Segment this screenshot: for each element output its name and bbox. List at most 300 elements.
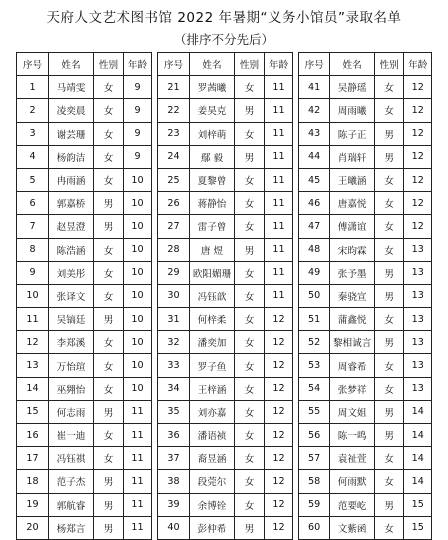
cell-age: 10 xyxy=(124,308,152,331)
cell-number: 11 xyxy=(17,308,49,331)
cell-age: 11 xyxy=(265,238,293,261)
cell-gender: 女 xyxy=(235,424,265,447)
table-row xyxy=(299,447,432,470)
cell-name: 郭嘉桥 xyxy=(49,192,94,215)
cell-number: 13 xyxy=(17,354,49,377)
roster-table-3 xyxy=(298,52,432,540)
cell-gender: 女 xyxy=(374,168,403,191)
cell-age: 13 xyxy=(404,261,432,284)
cell-gender: 女 xyxy=(374,447,403,470)
cell-gender: 女 xyxy=(94,284,124,307)
table-row xyxy=(158,122,293,145)
cell-age: 11 xyxy=(265,261,293,284)
table-row xyxy=(158,308,293,331)
table-row xyxy=(299,400,432,423)
cell-gender: 女 xyxy=(235,284,265,307)
table-row xyxy=(17,470,152,493)
cell-age: 13 xyxy=(404,354,432,377)
cell-name: 肖瑞轩 xyxy=(330,145,375,168)
cell-age: 10 xyxy=(124,261,152,284)
cell-age: 12 xyxy=(265,447,293,470)
cell-name: 周雨曦 xyxy=(330,99,375,122)
cell-age: 10 xyxy=(124,192,152,215)
table-row xyxy=(299,308,432,331)
cell-name: 何雨默 xyxy=(330,470,375,493)
cell-name: 冯钰歆 xyxy=(190,284,235,307)
cell-name: 何志雨 xyxy=(49,400,94,423)
cell-gender: 女 xyxy=(374,516,403,539)
cell-age: 11 xyxy=(265,122,293,145)
table-row xyxy=(299,122,432,145)
cell-gender: 女 xyxy=(94,331,124,354)
cell-number: 1 xyxy=(17,76,49,99)
table-row xyxy=(17,99,152,122)
cell-name: 陈子正 xyxy=(330,122,375,145)
header-name: 姓名 xyxy=(330,53,375,76)
table-row xyxy=(17,122,152,145)
cell-name: 裔昱涵 xyxy=(190,447,235,470)
cell-name: 鄢 毅 xyxy=(190,145,235,168)
cell-age: 12 xyxy=(404,215,432,238)
cell-gender: 女 xyxy=(235,192,265,215)
table-row xyxy=(158,493,293,516)
cell-name: 欧阳媚珊 xyxy=(190,261,235,284)
cell-name: 罗茜曦 xyxy=(190,76,235,99)
cell-name: 傅潇谊 xyxy=(330,215,375,238)
cell-gender: 女 xyxy=(235,76,265,99)
table-row xyxy=(299,331,432,354)
table-row xyxy=(17,145,152,168)
header-gender: 性别 xyxy=(374,53,403,76)
cell-gender: 女 xyxy=(94,424,124,447)
roster-tables xyxy=(16,52,432,535)
cell-gender: 女 xyxy=(235,215,265,238)
cell-gender: 女 xyxy=(235,354,265,377)
cell-age: 11 xyxy=(124,424,152,447)
cell-name: 周文姐 xyxy=(330,400,375,423)
table-row xyxy=(17,168,152,191)
cell-gender: 女 xyxy=(374,354,403,377)
cell-number: 39 xyxy=(158,493,190,516)
cell-gender: 女 xyxy=(94,122,124,145)
cell-age: 12 xyxy=(404,99,432,122)
roster-table-2 xyxy=(157,52,293,540)
cell-gender: 女 xyxy=(94,76,124,99)
cell-gender: 男 xyxy=(374,424,403,447)
cell-name: 刘梓萌 xyxy=(190,122,235,145)
cell-age: 12 xyxy=(404,76,432,99)
cell-name: 冉雨涵 xyxy=(49,168,94,191)
cell-name: 谢芸珊 xyxy=(49,122,94,145)
cell-age: 14 xyxy=(404,424,432,447)
cell-number: 37 xyxy=(158,447,190,470)
cell-gender: 女 xyxy=(94,168,124,191)
cell-name: 王曦涵 xyxy=(330,168,375,191)
cell-name: 吴镐廷 xyxy=(49,308,94,331)
cell-number: 33 xyxy=(158,354,190,377)
cell-number: 10 xyxy=(17,284,49,307)
cell-name: 崔一迪 xyxy=(49,424,94,447)
cell-name: 袁祉萱 xyxy=(330,447,375,470)
table-row xyxy=(158,215,293,238)
cell-age: 12 xyxy=(265,377,293,400)
cell-age: 14 xyxy=(404,447,432,470)
cell-name: 文紫函 xyxy=(330,516,375,539)
cell-number: 15 xyxy=(17,400,49,423)
table-row xyxy=(299,493,432,516)
cell-name: 刘亦嘉 xyxy=(190,400,235,423)
cell-number: 25 xyxy=(158,168,190,191)
table-row xyxy=(17,516,152,539)
cell-number: 35 xyxy=(158,400,190,423)
table-row xyxy=(17,377,152,400)
cell-number: 60 xyxy=(299,516,330,539)
cell-number: 24 xyxy=(158,145,190,168)
table-row xyxy=(299,284,432,307)
cell-number: 46 xyxy=(299,192,330,215)
cell-number: 8 xyxy=(17,238,49,261)
cell-age: 11 xyxy=(265,192,293,215)
cell-age: 10 xyxy=(124,215,152,238)
cell-age: 13 xyxy=(404,377,432,400)
cell-number: 6 xyxy=(17,192,49,215)
cell-number: 49 xyxy=(299,261,330,284)
cell-number: 40 xyxy=(158,516,190,539)
header-name: 姓名 xyxy=(49,53,94,76)
cell-age: 11 xyxy=(265,215,293,238)
cell-age: 12 xyxy=(265,354,293,377)
cell-name: 张译文 xyxy=(49,284,94,307)
cell-gender: 女 xyxy=(235,308,265,331)
cell-name: 杨郑言 xyxy=(49,516,94,539)
cell-number: 47 xyxy=(299,215,330,238)
table-row xyxy=(17,331,152,354)
cell-age: 12 xyxy=(404,145,432,168)
table-row xyxy=(299,424,432,447)
table-header-row xyxy=(299,53,432,76)
cell-gender: 女 xyxy=(94,145,124,168)
table-row xyxy=(158,76,293,99)
cell-age: 9 xyxy=(124,122,152,145)
cell-age: 12 xyxy=(404,168,432,191)
cell-name: 彭仲希 xyxy=(190,516,235,539)
table-row xyxy=(17,308,152,331)
cell-number: 55 xyxy=(299,400,330,423)
cell-number: 28 xyxy=(158,238,190,261)
table-row xyxy=(158,354,293,377)
cell-gender: 女 xyxy=(374,377,403,400)
cell-gender: 女 xyxy=(235,400,265,423)
table-row xyxy=(299,470,432,493)
cell-number: 32 xyxy=(158,331,190,354)
cell-gender: 女 xyxy=(374,238,403,261)
cell-gender: 男 xyxy=(94,400,124,423)
table-row xyxy=(158,331,293,354)
cell-age: 11 xyxy=(265,76,293,99)
cell-number: 43 xyxy=(299,122,330,145)
cell-gender: 男 xyxy=(94,192,124,215)
cell-age: 9 xyxy=(124,76,152,99)
cell-number: 14 xyxy=(17,377,49,400)
cell-age: 12 xyxy=(265,493,293,516)
cell-gender: 女 xyxy=(374,99,403,122)
cell-gender: 男 xyxy=(235,516,265,539)
cell-name: 王梓涵 xyxy=(190,377,235,400)
page-subtitle: （排序不分先后） xyxy=(173,32,274,47)
cell-name: 黎相诚言 xyxy=(330,331,375,354)
cell-age: 9 xyxy=(124,99,152,122)
table-header-row xyxy=(158,53,293,76)
cell-number: 38 xyxy=(158,470,190,493)
table-row xyxy=(158,284,293,307)
cell-gender: 女 xyxy=(94,238,124,261)
cell-name: 罗子鱼 xyxy=(190,354,235,377)
cell-name: 范要屹 xyxy=(330,493,375,516)
cell-gender: 男 xyxy=(94,215,124,238)
cell-name: 杨韵洁 xyxy=(49,145,94,168)
cell-number: 54 xyxy=(299,377,330,400)
cell-number: 4 xyxy=(17,145,49,168)
table-row xyxy=(17,238,152,261)
cell-number: 19 xyxy=(17,493,49,516)
cell-number: 59 xyxy=(299,493,330,516)
cell-number: 50 xyxy=(299,284,330,307)
table-row xyxy=(299,99,432,122)
table-row xyxy=(299,168,432,191)
cell-name: 唐 煜 xyxy=(190,238,235,261)
cell-age: 12 xyxy=(404,192,432,215)
table-row xyxy=(299,76,432,99)
table-row xyxy=(17,447,152,470)
table-row xyxy=(299,354,432,377)
cell-age: 13 xyxy=(404,284,432,307)
cell-number: 51 xyxy=(299,308,330,331)
cell-age: 10 xyxy=(124,331,152,354)
table-row xyxy=(158,261,293,284)
cell-age: 15 xyxy=(404,516,432,539)
cell-age: 11 xyxy=(124,516,152,539)
cell-number: 12 xyxy=(17,331,49,354)
cell-name: 何梓柔 xyxy=(190,308,235,331)
table-row xyxy=(299,516,432,539)
cell-number: 45 xyxy=(299,168,330,191)
cell-name: 陈浩涵 xyxy=(49,238,94,261)
cell-number: 2 xyxy=(17,99,49,122)
cell-gender: 男 xyxy=(374,122,403,145)
cell-gender: 女 xyxy=(235,168,265,191)
cell-name: 赵昱澄 xyxy=(49,215,94,238)
cell-age: 13 xyxy=(404,238,432,261)
header-number: 序号 xyxy=(17,53,49,76)
cell-gender: 男 xyxy=(235,238,265,261)
cell-age: 10 xyxy=(124,238,152,261)
cell-age: 10 xyxy=(124,284,152,307)
table-row xyxy=(17,76,152,99)
cell-number: 56 xyxy=(299,424,330,447)
cell-number: 30 xyxy=(158,284,190,307)
cell-gender: 男 xyxy=(235,145,265,168)
cell-number: 23 xyxy=(158,122,190,145)
cell-number: 48 xyxy=(299,238,330,261)
cell-gender: 女 xyxy=(374,76,403,99)
cell-age: 10 xyxy=(124,354,152,377)
cell-number: 18 xyxy=(17,470,49,493)
cell-number: 21 xyxy=(158,76,190,99)
cell-age: 9 xyxy=(124,145,152,168)
cell-age: 13 xyxy=(404,308,432,331)
cell-gender: 女 xyxy=(235,122,265,145)
cell-gender: 男 xyxy=(94,470,124,493)
cell-gender: 男 xyxy=(374,145,403,168)
cell-number: 20 xyxy=(17,516,49,539)
table-header-row xyxy=(17,53,152,76)
cell-number: 17 xyxy=(17,447,49,470)
cell-name: 冯钰祺 xyxy=(49,447,94,470)
cell-gender: 男 xyxy=(94,516,124,539)
cell-number: 58 xyxy=(299,470,330,493)
table-row xyxy=(158,424,293,447)
roster-table-1 xyxy=(16,52,152,540)
table-row xyxy=(158,145,293,168)
cell-age: 11 xyxy=(265,168,293,191)
cell-number: 31 xyxy=(158,308,190,331)
cell-gender: 女 xyxy=(374,308,403,331)
cell-name: 马靖雯 xyxy=(49,76,94,99)
cell-gender: 女 xyxy=(94,354,124,377)
table-row xyxy=(17,354,152,377)
cell-gender: 男 xyxy=(374,400,403,423)
table-row xyxy=(299,261,432,284)
cell-number: 22 xyxy=(158,99,190,122)
cell-name: 余博铨 xyxy=(190,493,235,516)
cell-age: 11 xyxy=(124,493,152,516)
cell-name: 范子杰 xyxy=(49,470,94,493)
cell-age: 15 xyxy=(404,493,432,516)
cell-name: 吴静瑶 xyxy=(330,76,375,99)
cell-age: 12 xyxy=(265,424,293,447)
cell-age: 12 xyxy=(265,400,293,423)
cell-number: 29 xyxy=(158,261,190,284)
table-row xyxy=(158,516,293,539)
table-row xyxy=(17,192,152,215)
cell-gender: 男 xyxy=(374,284,403,307)
cell-gender: 女 xyxy=(235,261,265,284)
cell-number: 9 xyxy=(17,261,49,284)
cell-gender: 女 xyxy=(235,470,265,493)
table-row xyxy=(17,424,152,447)
cell-name: 夏黎曾 xyxy=(190,168,235,191)
cell-gender: 女 xyxy=(374,215,403,238)
cell-name: 万怡瑄 xyxy=(49,354,94,377)
cell-name: 凌奕晨 xyxy=(49,99,94,122)
cell-gender: 女 xyxy=(94,99,124,122)
cell-name: 秦骁宣 xyxy=(330,284,375,307)
cell-number: 34 xyxy=(158,377,190,400)
cell-gender: 男 xyxy=(374,493,403,516)
table-row xyxy=(158,168,293,191)
cell-gender: 男 xyxy=(94,493,124,516)
cell-name: 蒋静怡 xyxy=(190,192,235,215)
cell-age: 12 xyxy=(265,470,293,493)
table-row xyxy=(17,261,152,284)
table-row xyxy=(299,192,432,215)
cell-age: 10 xyxy=(124,377,152,400)
header-gender: 性别 xyxy=(94,53,124,76)
cell-number: 53 xyxy=(299,354,330,377)
table-row xyxy=(299,215,432,238)
table-row xyxy=(158,192,293,215)
header-age: 年龄 xyxy=(265,53,293,76)
cell-number: 52 xyxy=(299,331,330,354)
table-row xyxy=(158,99,293,122)
cell-age: 11 xyxy=(265,284,293,307)
header-gender: 性别 xyxy=(235,53,265,76)
cell-age: 11 xyxy=(265,99,293,122)
cell-name: 潘奕加 xyxy=(190,331,235,354)
table-row xyxy=(158,470,293,493)
cell-name: 郭航睿 xyxy=(49,493,94,516)
cell-age: 10 xyxy=(124,168,152,191)
header-age: 年龄 xyxy=(404,53,432,76)
table-row xyxy=(17,284,152,307)
cell-gender: 女 xyxy=(235,493,265,516)
page-title: 天府人文艺术图书馆 2022 年暑期“义务小馆员”录取名单 xyxy=(46,10,402,26)
table-row xyxy=(17,400,152,423)
cell-gender: 女 xyxy=(374,470,403,493)
cell-name: 宋昀霖 xyxy=(330,238,375,261)
cell-age: 12 xyxy=(404,122,432,145)
cell-age: 12 xyxy=(265,308,293,331)
cell-gender: 女 xyxy=(94,377,124,400)
cell-name: 张梦祥 xyxy=(330,377,375,400)
table-row xyxy=(158,377,293,400)
cell-gender: 男 xyxy=(235,99,265,122)
cell-name: 段莞尔 xyxy=(190,470,235,493)
table-row xyxy=(158,238,293,261)
cell-number: 44 xyxy=(299,145,330,168)
cell-name: 周睿希 xyxy=(330,354,375,377)
table-row xyxy=(158,447,293,470)
cell-number: 36 xyxy=(158,424,190,447)
cell-age: 12 xyxy=(265,331,293,354)
cell-gender: 女 xyxy=(94,447,124,470)
table-row xyxy=(158,400,293,423)
cell-name: 唐嘉悦 xyxy=(330,192,375,215)
cell-number: 16 xyxy=(17,424,49,447)
table-row xyxy=(17,493,152,516)
cell-gender: 男 xyxy=(374,331,403,354)
cell-gender: 女 xyxy=(374,192,403,215)
cell-gender: 女 xyxy=(235,331,265,354)
cell-name: 潘语祯 xyxy=(190,424,235,447)
cell-name: 张予墨 xyxy=(330,261,375,284)
cell-gender: 男 xyxy=(374,261,403,284)
cell-name: 陈一鸣 xyxy=(330,424,375,447)
cell-number: 3 xyxy=(17,122,49,145)
cell-number: 26 xyxy=(158,192,190,215)
cell-number: 42 xyxy=(299,99,330,122)
header-age: 年龄 xyxy=(124,53,152,76)
cell-gender: 女 xyxy=(94,261,124,284)
cell-number: 27 xyxy=(158,215,190,238)
cell-age: 13 xyxy=(404,331,432,354)
cell-name: 蒲鑫悦 xyxy=(330,308,375,331)
cell-gender: 男 xyxy=(94,308,124,331)
cell-age: 11 xyxy=(124,400,152,423)
cell-name: 李郑溪 xyxy=(49,331,94,354)
header-number: 序号 xyxy=(158,53,190,76)
table-row xyxy=(17,215,152,238)
